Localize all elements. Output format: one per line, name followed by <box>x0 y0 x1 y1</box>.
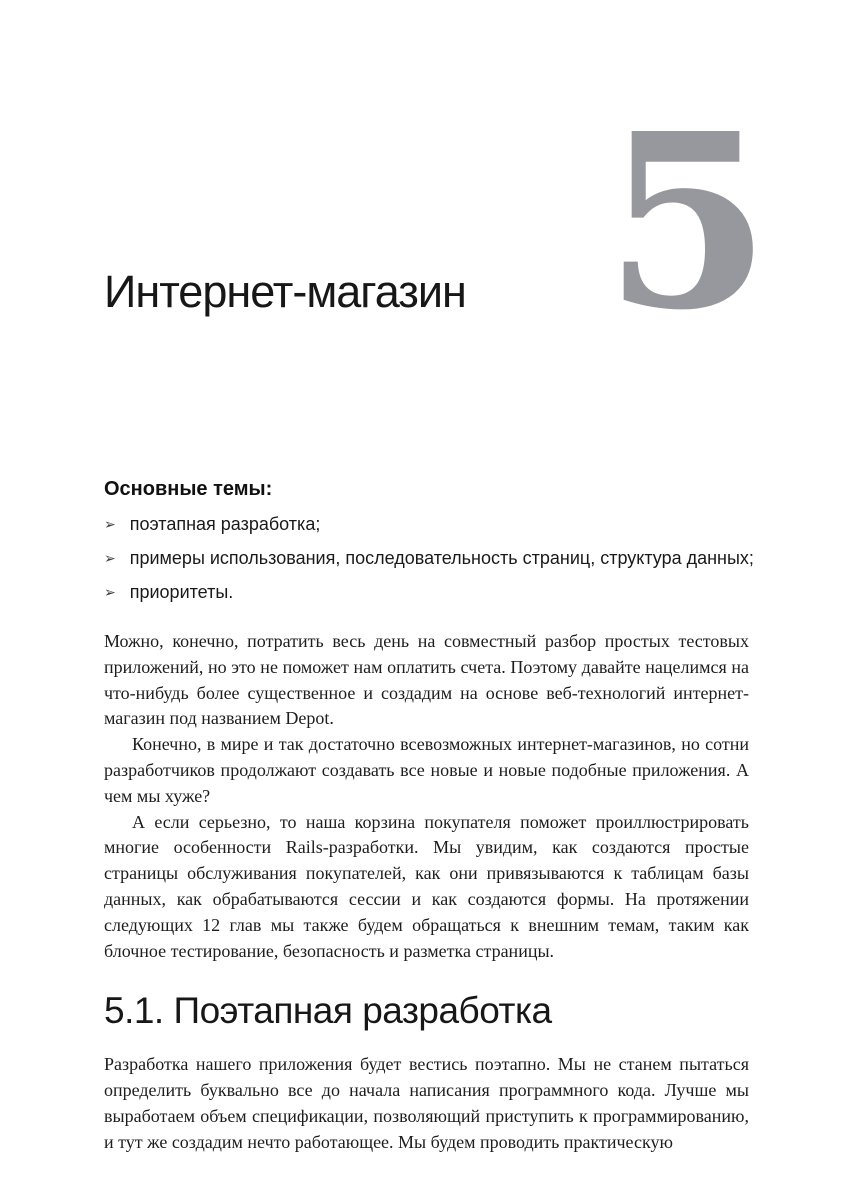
section-text <box>104 1052 749 1155</box>
intro-text <box>104 629 749 964</box>
chapter-title: Интернет-магазин <box>104 266 466 317</box>
body-paragraph: Разработка нашего приложения будет вестись поэтапно. Мы не станем пытаться определить буквально все до начала написания программного кода. Лучше мы выработаем объем спецификации, позволяющий приступить к программированию, и тут же создадим нечто работающее. Мы будем проводить практическую <box>104 1054 749 1152</box>
topic-item <box>104 582 749 603</box>
topic-item-label: примеры использования, последовательность страниц, структура данных; <box>129 548 754 568</box>
page-content <box>104 478 754 1156</box>
section-heading: 5.1. Поэтапная разработка <box>104 990 552 1032</box>
topics-heading: Основные темы: <box>104 478 273 500</box>
topic-item-label: поэтапная разработка; <box>129 514 321 534</box>
body-paragraph: Конечно, в мире и так достаточно всевозможных интернет-магазинов, но сотни разработчиков продолжают создавать все новые и новые подобные приложения. А чем мы хуже? <box>104 734 749 806</box>
topic-item-label: приоритеты. <box>129 582 234 602</box>
arrow-bullet-icon: ➢ <box>104 585 116 601</box>
topic-item <box>104 548 754 569</box>
topics-list <box>104 514 754 603</box>
arrow-bullet-icon: ➢ <box>104 517 116 533</box>
book-page: 5 Интернет-магазин Основные темы: ➢ поэтапная разработка; ➢ примеры использования, последовательность страниц, структура данных; ➢ приоритеты. Можно, конечно, потратить весь день на совместный разбор простых тестовых приложений, но это не поможет нам оплатить счета. Поэтому давайте нацелимся на что-нибудь более существенное и создадим на основе веб-технологий интернет-магазин под названием Depot. Конечно, в мире и так достаточно всевозможных интернет-магазинов, но сотни разработчиков продолжают создавать все новые и новые подобные приложения. А чем мы хуже? А если серьезно, то наша корзина покупателя поможет проиллюстрировать многие особенности Rails-разработки. Мы увидим, как создаются простые страницы обслуживания покупателей, как они привязываются к таблицам базы данных, как обрабатываются сессии и как создаются формы. На протяжении следующих 12 глав мы также будем обращаться к внешним темам, таким как блочное тестирование, безопасность и разметка страницы. 5.1. Поэтапная разработка Разработка нашего приложения будет вестись поэтапно. Мы не станем пытаться определить буквально все до начала написания программного кода. Лучше мы выработаем объем спецификации, позволяющий приступить к программированию, и тут же создадим нечто работающее. Мы будем проводить практическую <box>0 0 849 1200</box>
topic-item <box>104 514 749 535</box>
body-paragraph: Можно, конечно, потратить весь день на совместный разбор простых тестовых приложений, но это не поможет нам оплатить счета. Поэтому давайте нацелимся на что-нибудь более существенное и создадим на основе веб-технологий интернет-магазин под названием Depot. <box>104 631 749 729</box>
body-paragraph: А если серьезно, то наша корзина покупателя поможет проиллюстрировать многие особенности Rails-разработки. Мы увидим, как создаются простые страницы обслуживания покупателей, как они привязываются к таблицам базы данных, как обрабатываются сессии и как создаются формы. На протяжении следующих 12 глав мы также будем обращаться к внешним темам, таким как блочное тестирование, безопасность и разметка страницы. <box>104 811 749 961</box>
arrow-bullet-icon: ➢ <box>104 551 116 567</box>
